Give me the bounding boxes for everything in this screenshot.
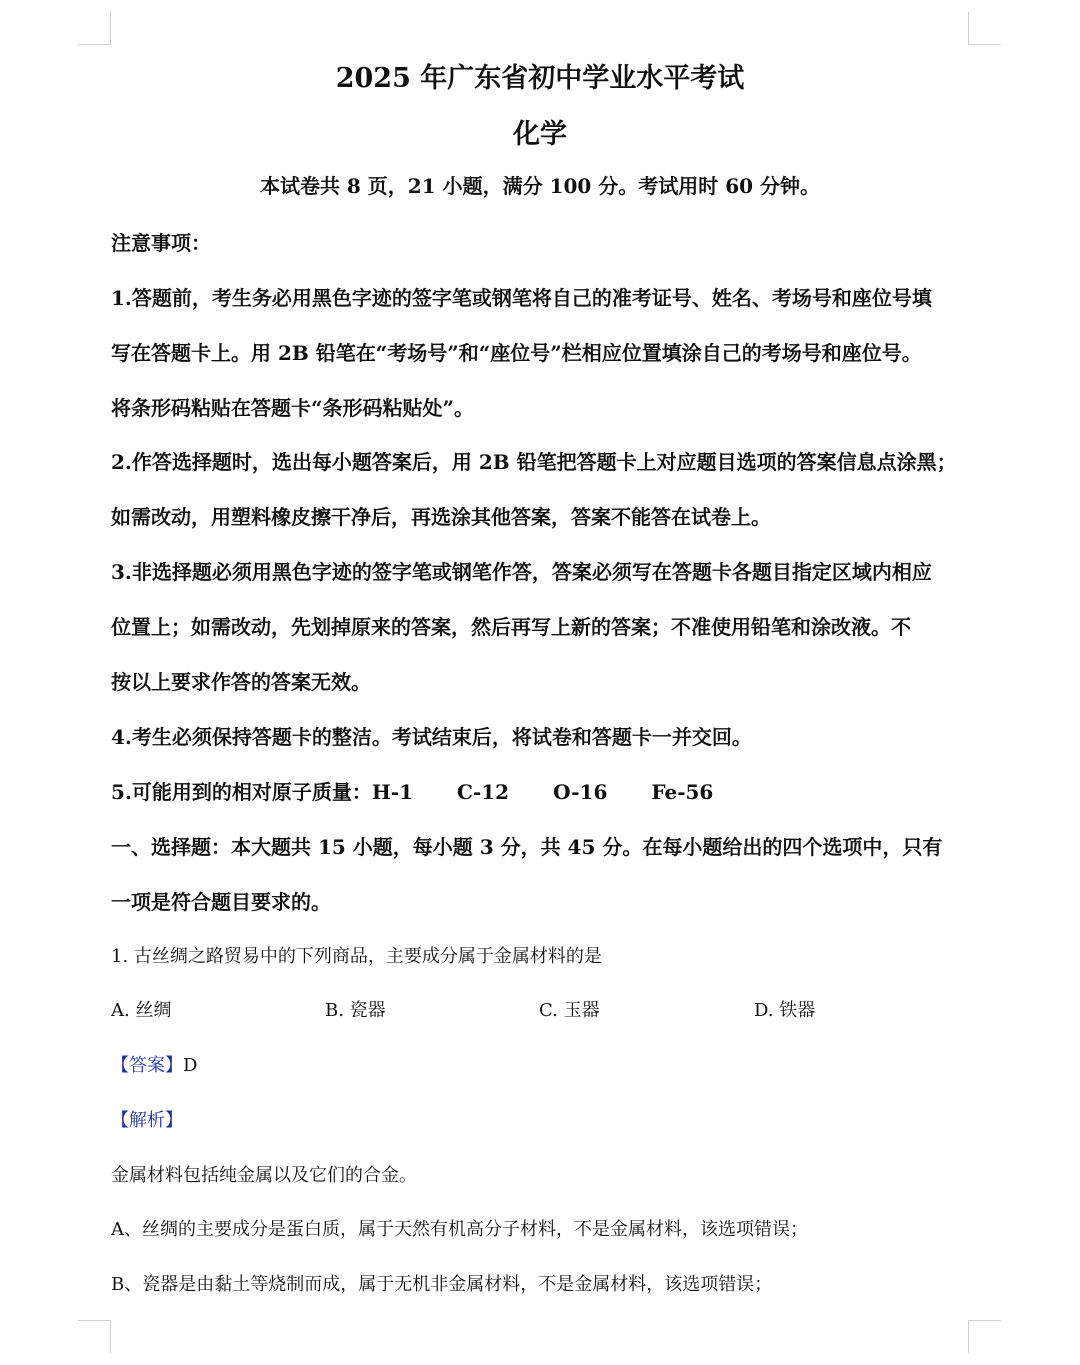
note-3-line-3: 按以上要求作答的答案无效。 [111, 670, 371, 694]
analysis-line-3: B、瓷器是由黏土等烧制而成，属于无机非金属材料，不是金属材料，该选项错误； [111, 1274, 773, 1295]
crop-mark-top-right [968, 12, 1001, 45]
note-1-line-3: 将条形码粘贴在答题卡“条形码粘贴处”。 [111, 396, 475, 420]
answer-value: D [183, 1055, 198, 1076]
answer-tag: 【答案】 [111, 1055, 183, 1076]
atomic-mass-o: O-16 [553, 780, 608, 804]
exam-subject: 化学 [513, 119, 567, 150]
crop-mark-bottom-left [78, 1320, 111, 1353]
note-3-line-1: 3.非选择题必须用黑色字迹的签字笔或钢笔作答，答案必须写在答题卡各题目指定区域内相应 [111, 560, 932, 584]
note-3-line-2: 位置上；如需改动，先划掉原来的答案，然后再写上新的答案；不准使用铅笔和涂改液。不 [111, 615, 911, 639]
section-1-heading-line-2: 一项是符合题目要求的。 [111, 890, 331, 914]
atomic-mass-fe: Fe-56 [651, 780, 714, 804]
crop-mark-bottom-right [968, 1320, 1001, 1353]
exam-info: 本试卷共 8 页，21 小题，满分 100 分。考试用时 60 分钟。 [259, 174, 821, 198]
question-1-options [111, 996, 981, 1022]
note-4: 4.考生必须保持答题卡的整洁。考试结束后，将试卷和答题卡一并交回。 [111, 725, 752, 749]
analysis-line-2: A、丝绸的主要成分是蛋白质，属于天然有机高分子材料，不是金属材料，该选项错误； [111, 1219, 808, 1240]
note-1-line-2: 写在答题卡上。用 2B 铅笔在“考场号”和“座位号”栏相应位置填涂自己的考场号和座位号。 [111, 341, 922, 365]
crop-mark-top-left [78, 12, 111, 45]
answer-line [111, 1051, 981, 1077]
option-a: A. 丝绸 [111, 1000, 172, 1021]
analysis-tag: 【解析】 [111, 1110, 183, 1131]
option-c: C. 玉器 [539, 1000, 600, 1021]
note-5 [111, 776, 981, 805]
atomic-mass-c: C-12 [457, 780, 510, 804]
note-5-prefix: 5.可能用到的相对原子质量： [111, 780, 372, 804]
note-1-line-1: 1.答题前，考生务必用黑色字迹的签字笔或钢笔将自己的准考证号、姓名、考场号和座位号填 [111, 286, 932, 310]
section-1-heading-line-1: 一、选择题：本大题共 15 小题，每小题 3 分，共 45 分。在每小题给出的四个选项中，只有 [111, 835, 943, 859]
note-2-line-1: 2.作答选择题时，选出每小题答案后，用 2B 铅笔把答题卡上对应题目选项的答案信息点涂黑； [111, 450, 957, 474]
question-1-stem: 1. 古丝绸之路贸易中的下列商品，主要成分属于金属材料的是 [111, 946, 602, 967]
option-b: B. 瓷器 [325, 1000, 386, 1021]
exam-title: 2025 年广东省初中学业水平考试 [335, 63, 745, 94]
option-d: D. 铁器 [754, 1000, 816, 1021]
atomic-mass-h: H-1 [371, 780, 414, 804]
notes-heading: 注意事项： [111, 231, 211, 255]
note-2-line-2: 如需改动，用塑料橡皮擦干净后，再选涂其他答案，答案不能答在试卷上。 [111, 505, 771, 529]
analysis-line-1: 金属材料包括纯金属以及它们的合金。 [111, 1165, 417, 1186]
